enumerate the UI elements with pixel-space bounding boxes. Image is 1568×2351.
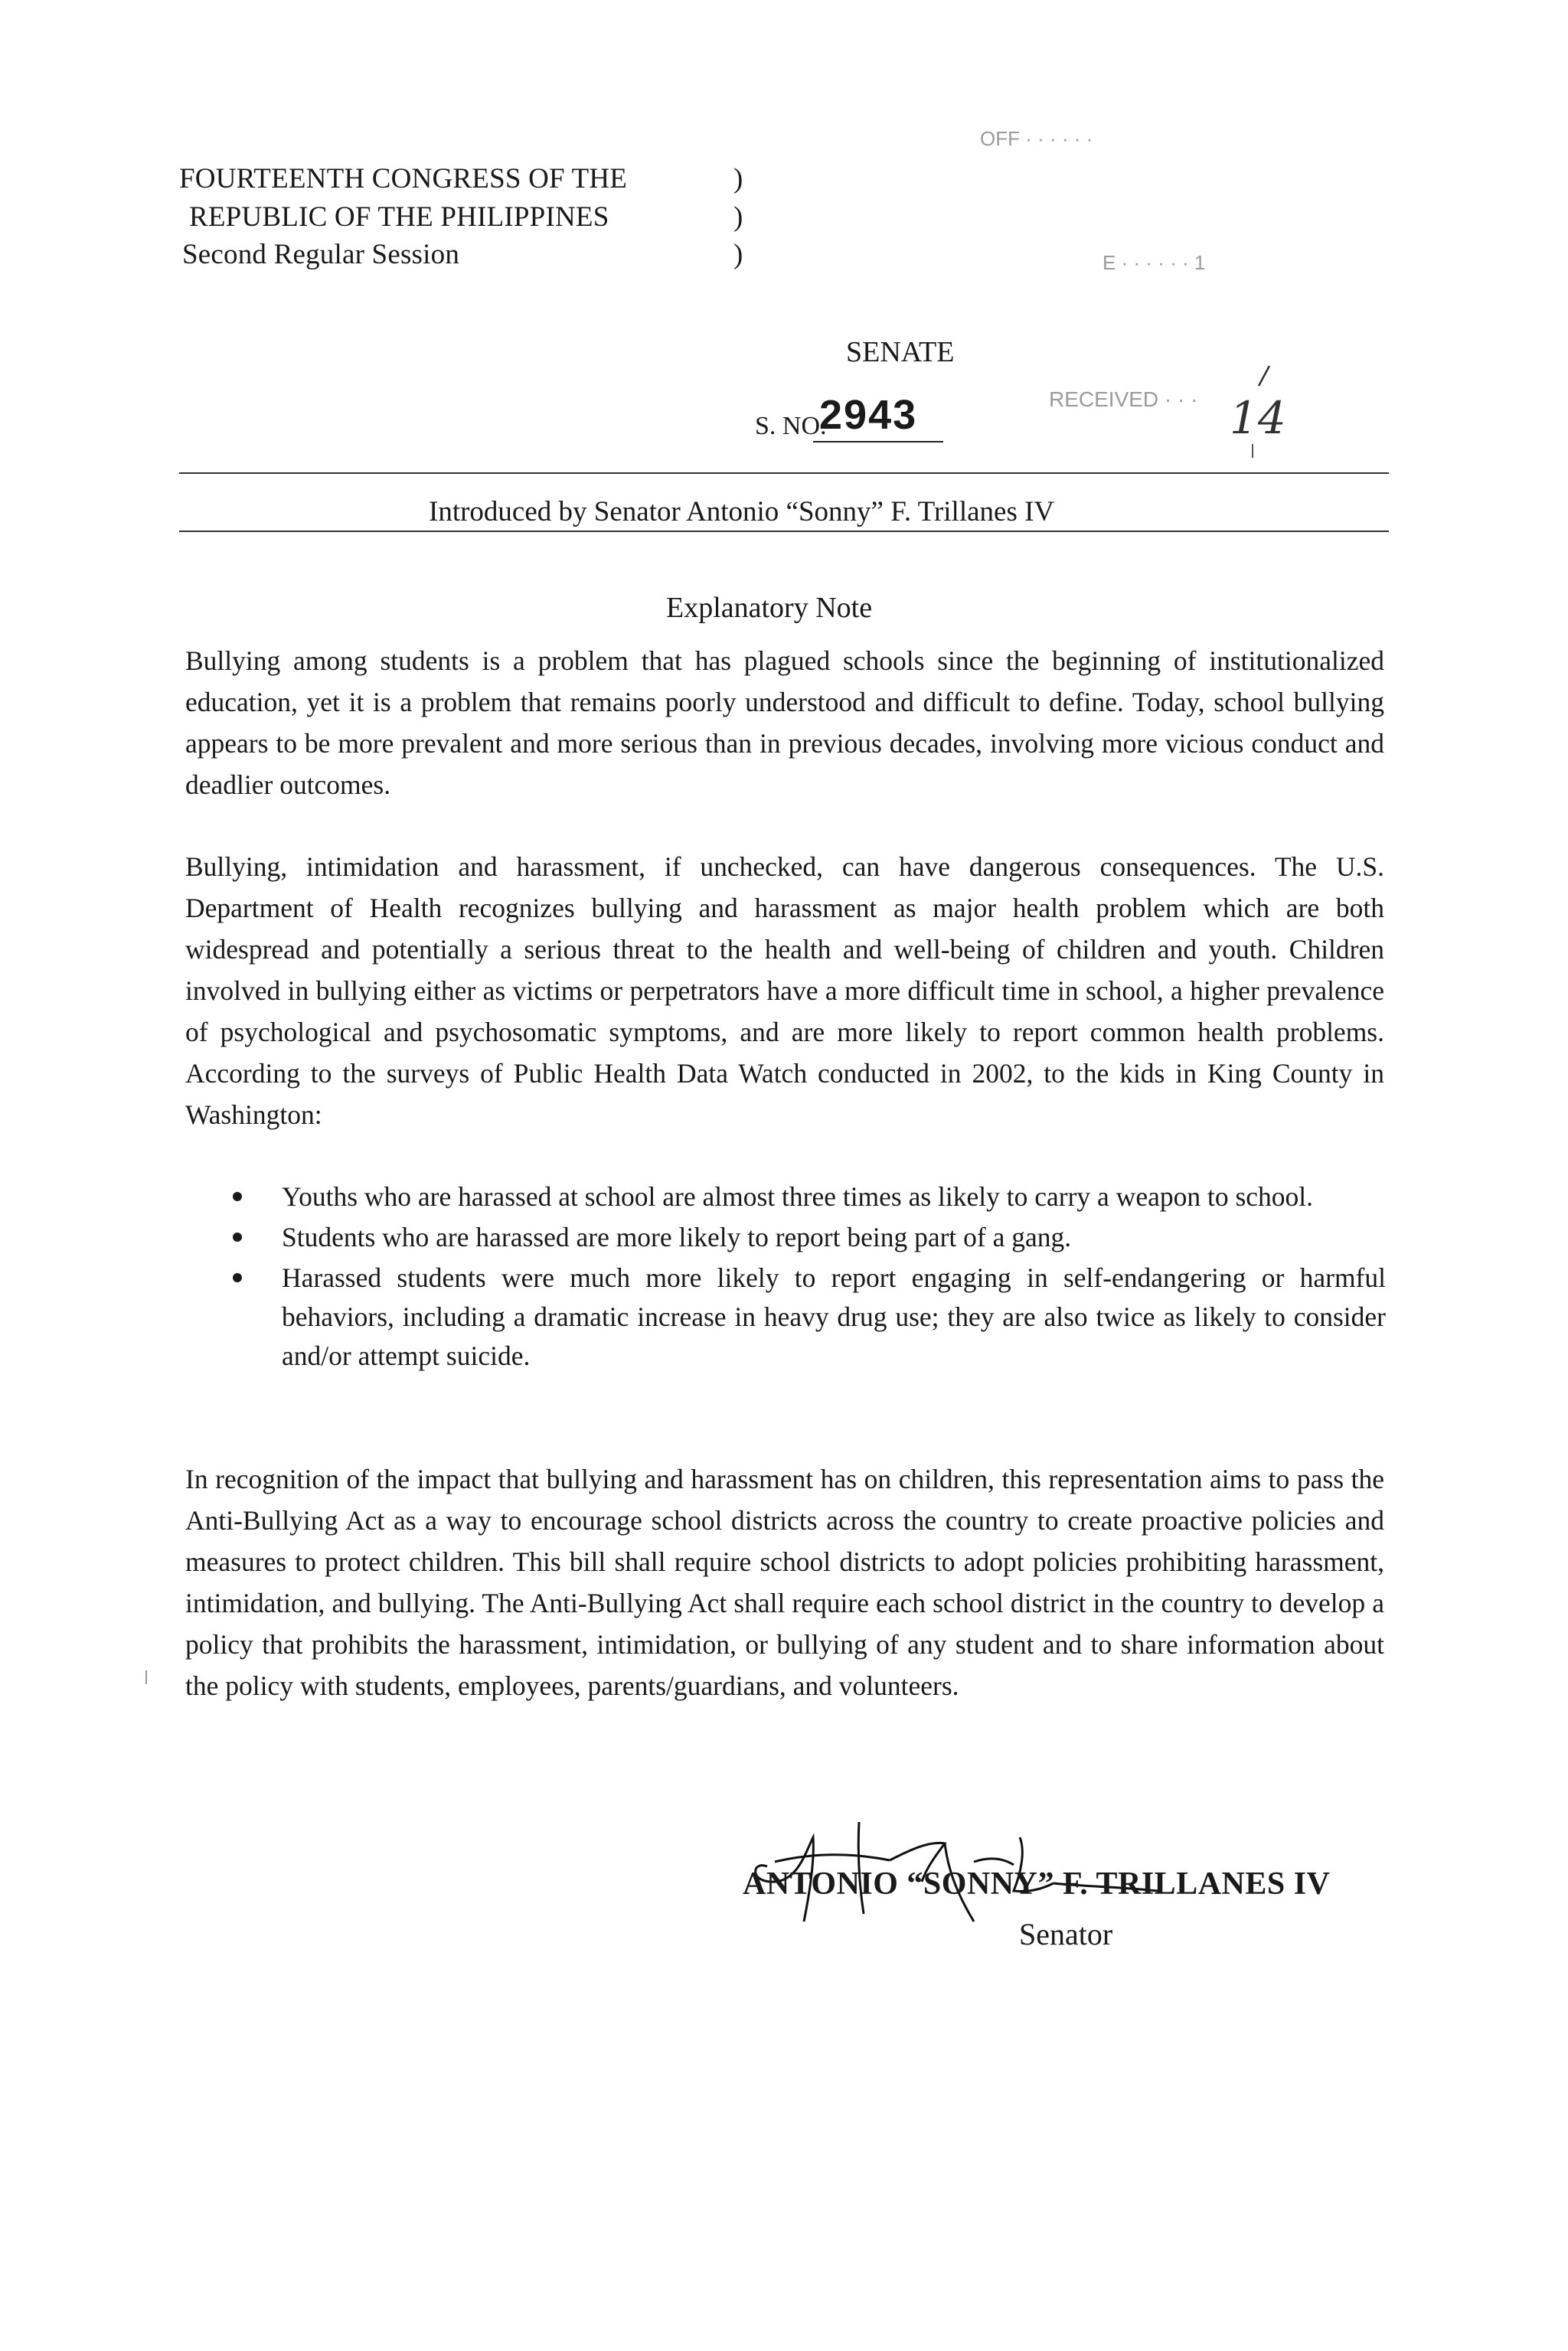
bullet-icon — [233, 1192, 242, 1201]
list-item — [230, 1177, 1386, 1216]
list-item — [230, 1218, 1386, 1257]
margin-mark — [145, 1670, 147, 1684]
received-stamp-line: E · · · · · · 1 — [1102, 251, 1206, 274]
bullet-icon — [233, 1233, 242, 1242]
paragraph-recognition: In recognition of the impact that bullying and harassment has on children, this representation aims to pass the Anti-Bullying Act as a way to encourage school districts across the country to create proactive policies and measures to protect children. This bill shall require school districts to adopt policies prohibiting harassment, intimidation, and bullying. The Anti-Bullying Act shall require each school district in the country to develop a policy that prohibits the harassment, intimidation, or bullying of any student and to share information about the policy with students, employees, parents/guardians, and volunteers. — [185, 1464, 1384, 1701]
handwritten-number: 14 — [1230, 392, 1286, 444]
list-item — [230, 1259, 1386, 1376]
bill-number: 2943 — [819, 392, 918, 438]
header-rule-bottom — [179, 531, 1389, 532]
list-item-text: Harassed students were much more likely to report engaging in self-endangering or harmful behaviors, including a dramatic increase in heavy drug use; they are also twice as likely to consider and/or attempt suicide. — [282, 1262, 1386, 1371]
heading-bracket: ) — [733, 163, 743, 194]
paragraph-consequences: Bullying, intimidation and harassment, if unchecked, can have dangerous consequences. The U.S. Department of Health recognizes bullying and harassment as major health problem which are both widespread and potentially a serious threat to the health and well-being of children and youth. Children involved in bullying either as victims or perpetrators have a more difficult time in school, a higher prevalence of psychological and psychosomatic symptoms, and are more likely to report common health problems. According to the surveys of Public Health Data Watch conducted in 2002, to the kids in King County in Washington: — [185, 851, 1384, 1130]
congress-heading: FOURTEENTH CONGRESS OF THE — [179, 163, 628, 194]
bullet-icon — [233, 1273, 242, 1282]
received-stamp-label: RECEIVED · · · — [1049, 387, 1198, 411]
bill-number-underline — [813, 441, 943, 442]
signatory-name: ANTONIO “SONNY” F. TRILLANES IV — [743, 1866, 1331, 1902]
heading-bracket: ) — [733, 201, 743, 233]
list-item-text: Students who are harassed are more likely to report being part of a gang. — [282, 1222, 1072, 1252]
signatory-title: Senator — [1019, 1917, 1113, 1951]
received-stamp-line: OFF · · · · · · — [980, 127, 1093, 150]
handwritten-mark — [1222, 360, 1291, 467]
explanatory-note-title: Explanatory Note — [666, 592, 873, 624]
list-item-text: Youths who are harassed at school are almost three times as likely to carry a weapon to school. — [282, 1181, 1314, 1212]
paragraph-bullying-intro: Bullying among students is a problem that has plagued schools since the beginning of institutionalized education, yet it is a problem that remains poorly understood and difficult to define. Today, school bullying appears to be more prevalent and more serious than in previous decades, involving more vicious conduct and deadlier outcomes. — [185, 645, 1384, 800]
republic-heading: REPUBLIC OF THE PHILIPPINES — [189, 201, 609, 233]
findings-list — [230, 1177, 1386, 1377]
introduced-by: Introduced by Senator Antonio “Sonny” F. Trillanes IV — [429, 496, 1055, 527]
header-rule-top — [179, 472, 1389, 474]
heading-bracket: ) — [733, 239, 743, 270]
bill-number-label: S. NO. — [755, 412, 827, 440]
session-heading: Second Regular Session — [182, 239, 460, 270]
chamber-label: SENATE — [846, 336, 955, 368]
